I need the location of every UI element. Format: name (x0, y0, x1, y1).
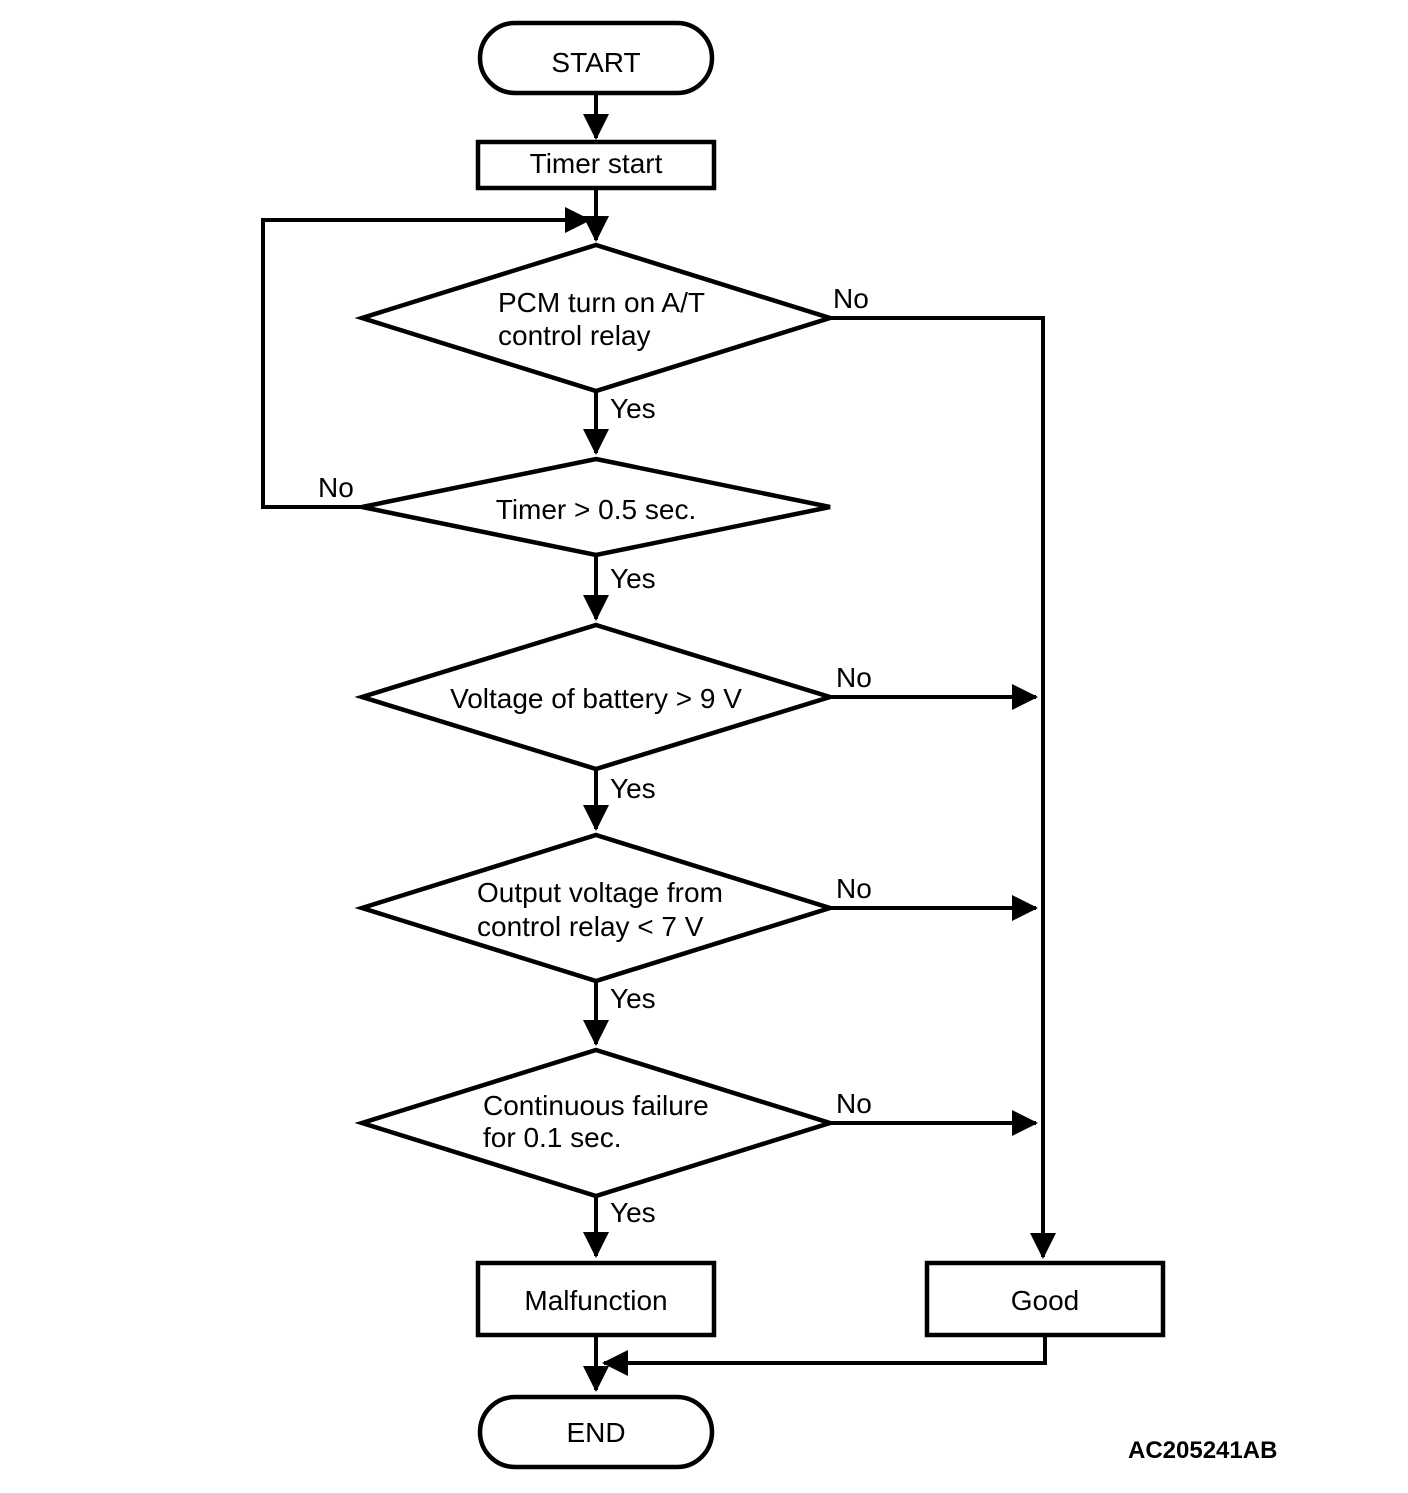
label-battery-voltage-no: No (836, 662, 872, 693)
label-battery-voltage-yes: Yes (610, 773, 656, 804)
node-malfunction (478, 1263, 714, 1335)
label-pcm-relay-no: No (833, 283, 869, 314)
continuous-failure-label-line2: for 0.1 sec. (483, 1122, 622, 1153)
timer-start-label: Timer start (529, 148, 663, 179)
node-pcm-relay-decision (362, 245, 830, 391)
start-label: START (551, 47, 641, 78)
label-timer-check-no: No (318, 472, 354, 503)
battery-voltage-label: Voltage of battery > 9 V (450, 683, 742, 714)
malfunction-label: Malfunction (524, 1285, 668, 1316)
pcm-relay-label-line1: PCM turn on A/T (498, 287, 705, 318)
good-label: Good (1010, 1285, 1080, 1316)
label-output-voltage-no: No (836, 873, 872, 904)
node-good (927, 1263, 1163, 1335)
label-continuous-failure-no: No (836, 1088, 872, 1119)
node-continuous-failure-decision (362, 1050, 830, 1196)
pcm-relay-diamond (362, 245, 830, 391)
end-label: END (566, 1417, 626, 1448)
node-timer-check-decision (362, 459, 830, 555)
figure-code-label: AC205241AB (1128, 1437, 1278, 1464)
output-voltage-label-line1: Output voltage from (477, 877, 723, 908)
node-timer-start (478, 142, 714, 188)
node-battery-voltage-decision (362, 625, 830, 769)
node-end (480, 1397, 712, 1467)
output-voltage-label-line2: control relay < 7 V (477, 911, 704, 942)
node-start (480, 23, 712, 93)
label-timer-check-yes: Yes (610, 563, 656, 594)
label-continuous-failure-yes: Yes (610, 1197, 656, 1228)
output-voltage-diamond (362, 835, 830, 981)
edge-good-to-end-merge (604, 1335, 1045, 1363)
continuous-failure-label-line1: Continuous failure (483, 1090, 709, 1121)
label-pcm-relay-yes: Yes (610, 393, 656, 424)
node-output-voltage-decision (362, 835, 830, 981)
pcm-relay-label-line2: control relay (498, 320, 651, 351)
label-output-voltage-yes: Yes (610, 983, 656, 1014)
timer-check-label: Timer > 0.5 sec. (495, 494, 697, 525)
